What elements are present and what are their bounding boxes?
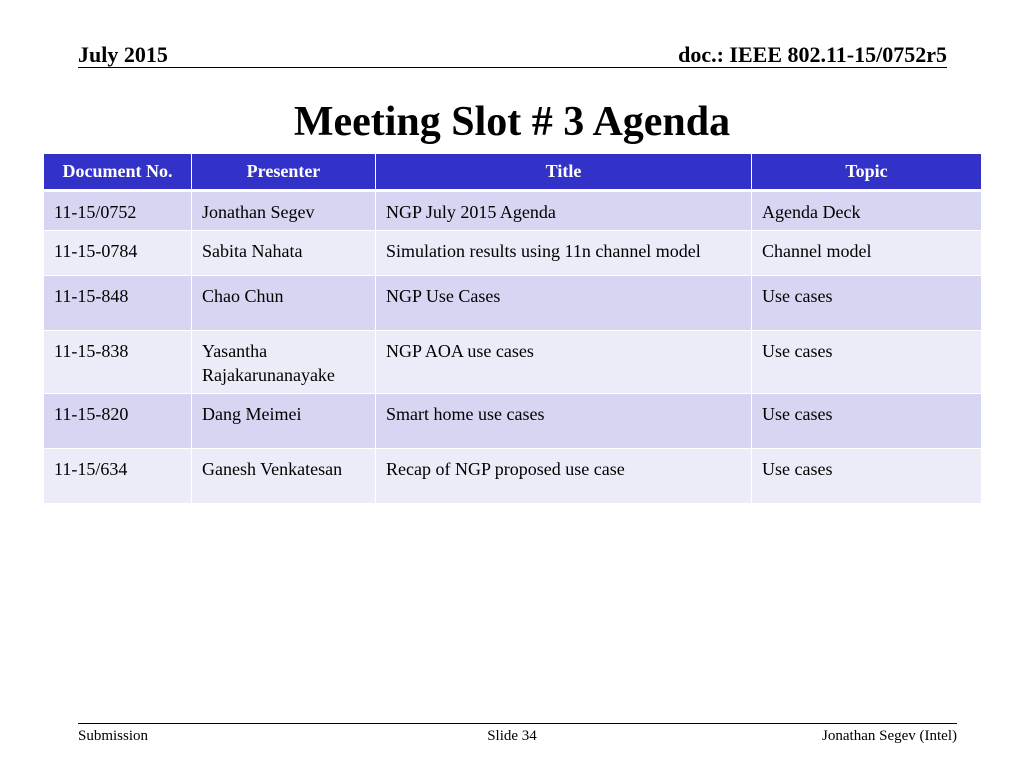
table-row: [44, 394, 982, 449]
cell-title: Smart home use cases: [376, 394, 752, 449]
cell-presenter: Chao Chun: [192, 276, 376, 331]
cell-topic: Use cases: [752, 394, 982, 449]
footer-divider: [78, 723, 957, 724]
cell-title: Simulation results using 11n channel model: [376, 231, 752, 276]
table-row: [44, 231, 982, 276]
header-divider: [78, 67, 947, 68]
header-date: July 2015: [78, 42, 168, 67]
cell-document-no: 11-15-838: [44, 331, 192, 394]
agenda-table: [43, 153, 982, 504]
cell-title: NGP Use Cases: [376, 276, 752, 331]
cell-presenter: Yasantha Rajakarunanayake: [192, 331, 376, 394]
table-header-row: [44, 154, 982, 191]
cell-presenter: Dang Meimei: [192, 394, 376, 449]
cell-topic: Use cases: [752, 331, 982, 394]
slide-title: Meeting Slot # 3 Agenda: [293, 99, 731, 145]
table-row: [44, 276, 982, 331]
footer-submission: Submission: [78, 728, 149, 744]
cell-topic: Agenda Deck: [752, 191, 982, 231]
cell-document-no: 11-15/634: [44, 449, 192, 504]
column-header-title: Title: [376, 154, 752, 191]
cell-topic: Use cases: [752, 449, 982, 504]
cell-topic: Use cases: [752, 276, 982, 331]
cell-document-no: 11-15-820: [44, 394, 192, 449]
cell-presenter: Sabita Nahata: [192, 231, 376, 276]
table-row: [44, 191, 982, 231]
cell-title: NGP July 2015 Agenda: [376, 191, 752, 231]
column-header-presenter: Presenter: [192, 154, 376, 191]
cell-title: NGP AOA use cases: [376, 331, 752, 394]
table-row: [44, 449, 982, 504]
column-header-document-no: Document No.: [44, 154, 192, 191]
header-doc-id: doc.: IEEE 802.11-15/0752r5: [678, 42, 947, 67]
cell-title: Recap of NGP proposed use case: [376, 449, 752, 504]
footer-slide-number: Slide 34: [487, 728, 537, 744]
cell-topic: Channel model: [752, 231, 982, 276]
column-header-topic: Topic: [752, 154, 982, 191]
cell-presenter: Jonathan Segev: [192, 191, 376, 231]
cell-presenter: Ganesh Venkatesan: [192, 449, 376, 504]
table-row: [44, 331, 982, 394]
cell-document-no: 11-15/0752: [44, 191, 192, 231]
cell-document-no: 11-15-848: [44, 276, 192, 331]
footer-author: Jonathan Segev (Intel): [822, 728, 957, 744]
cell-document-no: 11-15-0784: [44, 231, 192, 276]
